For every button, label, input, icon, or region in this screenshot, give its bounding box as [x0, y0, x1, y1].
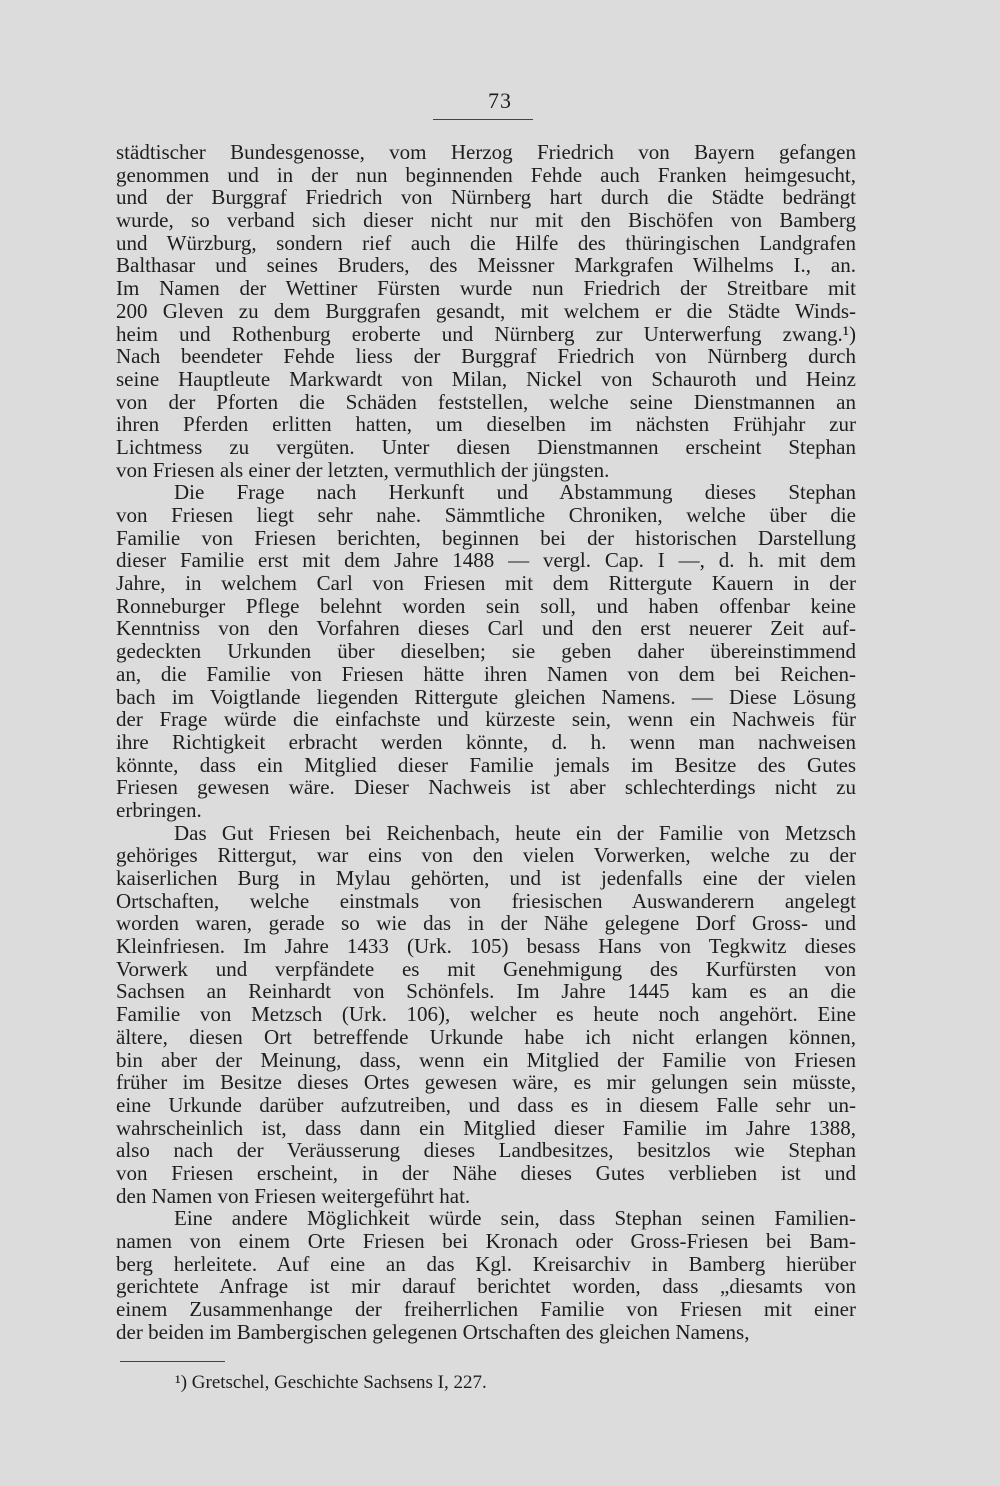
text-line: bin aber der Meinung, dass, wenn ein Mitglied der Familie von Friesen [116, 1047, 856, 1072]
text-line: Eine andere Möglichkeit würde sein, dass Stephan seinen Familien- [174, 1206, 856, 1231]
text-line: Friesen gewesen wäre. Dieser Nachweis ist aber schlechterdings nicht zu [116, 775, 856, 800]
footnote-rule [120, 1361, 225, 1362]
text-line: wahrscheinlich ist, dass dann ein Mitglied dieser Familie im Jahre 1388, [116, 1115, 856, 1140]
text-line: Jahre, in welchem Carl von Friesen mit dem Rittergute Kauern in der [116, 571, 856, 596]
paragraph [116, 481, 856, 821]
text-line: von Friesen erscheint, in der Nähe dieses Gutes verblieben ist und [116, 1160, 856, 1185]
text-line: von Friesen als einer der letzten, vermuthlich der jüngsten. [116, 457, 610, 482]
text-line: berg herleitete. Auf eine an das Kgl. Kreisarchiv in Bamberg hierüber [116, 1251, 856, 1276]
text-line: erbringen. [116, 797, 202, 822]
text-line: Im Namen der Wettiner Fürsten wurde nun Friedrich der Streitbare mit [116, 276, 856, 301]
text-line: Familie von Friesen berichten, beginnen bei der historischen Darstellung [116, 525, 856, 550]
text-line: ihre Richtigkeit erbracht werden könnte, d. h. wenn man nachweisen [116, 729, 856, 754]
text-line: gedeckten Urkunden über dieselben; sie geben daher übereinstimmend [116, 639, 856, 664]
text-line: gehöriges Rittergut, war eins von den vielen Vorwerken, welche zu der [116, 843, 856, 868]
text-line: von der Pforten die Schäden feststellen, welche seine Dienstmannen an [116, 389, 856, 414]
text-line: eine Urkunde darüber aufzutreiben, und dass es in diesem Falle sehr un- [116, 1092, 856, 1117]
text-line: seine Hauptleute Markwardt von Milan, Nickel von Schauroth und Heinz [116, 366, 856, 391]
text-line: und der Burggraf Friedrich von Nürnberg hart durch die Städte bedrängt [116, 185, 856, 210]
text-line: bach im Voigtlande liegenden Rittergute gleichen Namens. — Diese Lösung [116, 684, 856, 709]
text-line: könnte, dass ein Mitglied dieser Familie jemals im Besitze des Gutes [116, 752, 856, 777]
text-line: Ortschaften, welche einstmals von friesischen Auswanderern angelegt [116, 888, 856, 913]
text-line: früher im Besitze dieses Ortes gewesen wäre, es mir gelungen sein müsste, [116, 1070, 856, 1095]
text-line: Das Gut Friesen bei Reichenbach, heute ein der Familie von Metzsch [174, 820, 856, 845]
text-line: ältere, diesen Ort betreffende Urkunde habe ich nicht erlangen können, [116, 1024, 856, 1049]
paragraph [116, 141, 856, 481]
text-line: 200 Gleven zu dem Burggrafen gesandt, mit welchem er die Städte Winds- [116, 298, 856, 323]
page-number-rule [433, 119, 533, 120]
text-line: Die Frage nach Herkunft und Abstammung dieses Stephan [174, 480, 856, 505]
text-line: Balthasar und seines Bruders, des Meissner Markgrafen Wilhelms I., an. [116, 253, 856, 278]
paragraph [116, 822, 856, 1208]
text-line: und Würzburg, sondern rief auch die Hilfe des thüringischen Landgrafen [116, 230, 856, 255]
footnote: ¹) Gretschel, Geschichte Sachsens I, 227. [175, 1372, 487, 1393]
text-line: einem Zusammenhange der freiherrlichen Familie von Friesen mit einer [116, 1297, 856, 1322]
text-line: Ronneburger Pflege belehnt worden sein soll, und haben offenbar keine [116, 593, 856, 618]
text-line: Kenntniss von den Vorfahren dieses Carl und den erst neuerer Zeit auf- [116, 616, 856, 641]
text-line: kaiserlichen Burg in Mylau gehörten, und ist jedenfalls eine der vielen [116, 866, 856, 890]
text-line: heim und Rothenburg eroberte und Nürnberg zur Unterwerfung zwang.¹) [116, 321, 856, 346]
text-line: städtischer Bundesgenosse, vom Herzog Friedrich von Bayern gefangen [116, 140, 856, 164]
text-line: ihren Pferden erlitten hatten, um dieselben im nächsten Frühjahr zur [116, 412, 856, 437]
text-line: Lichtmess zu vergüten. Unter diesen Dienstmannen erscheint Stephan [116, 434, 856, 459]
text-line: dieser Familie erst mit dem Jahre 1488 — vergl. Cap. I —, d. h. mit dem [116, 548, 856, 573]
text-line: den Namen von Friesen weitergeführt hat. [116, 1183, 471, 1208]
body-text [116, 141, 856, 1343]
text-line: Vorwerk und verpfändete es mit Genehmigung des Kurfürsten von [116, 956, 856, 981]
text-line: Sachsen an Reinhardt von Schönfels. Im Jahre 1445 kam es an die [116, 979, 856, 1004]
text-line: also nach der Veräusserung dieses Landbesitzes, besitzlos wie Stephan [116, 1138, 856, 1163]
text-line: an, die Familie von Friesen hätte ihren Namen von dem bei Reichen- [116, 661, 856, 686]
text-line: Nach beendeter Fehde liess der Burggraf Friedrich von Nürnberg durch [116, 344, 856, 369]
text-line: der beiden im Bambergischen gelegenen Ortschaften des gleichen Namens, [116, 1319, 750, 1344]
text-line: worden waren, gerade so wie das in der Nähe gelegene Dorf Gross- und [116, 911, 856, 936]
text-line: gerichtete Anfrage ist mir darauf berichtet worden, dass „diesamts von [116, 1274, 856, 1299]
text-line: Familie von Metzsch (Urk. 106), welcher es heute noch angehört. Eine [116, 1002, 856, 1027]
page-number: 73 [488, 88, 512, 113]
text-line: der Frage würde die einfachste und kürzeste sein, wenn ein Nachweis für [116, 707, 856, 732]
paragraph [116, 1207, 856, 1343]
text-line: genommen und in der nun beginnenden Fehde auch Franken heimgesucht, [116, 162, 856, 187]
text-line: namen von einem Orte Friesen bei Kronach oder Gross-Friesen bei Bam- [116, 1229, 856, 1253]
text-line: Kleinfriesen. Im Jahre 1433 (Urk. 105) besass Hans von Tegkwitz dieses [116, 934, 856, 959]
text-line: von Friesen liegt sehr nahe. Sämmtliche Chroniken, welche über die [116, 503, 856, 527]
text-line: wurde, so verband sich dieser nicht nur mit den Bischöfen von Bamberg [116, 208, 856, 233]
